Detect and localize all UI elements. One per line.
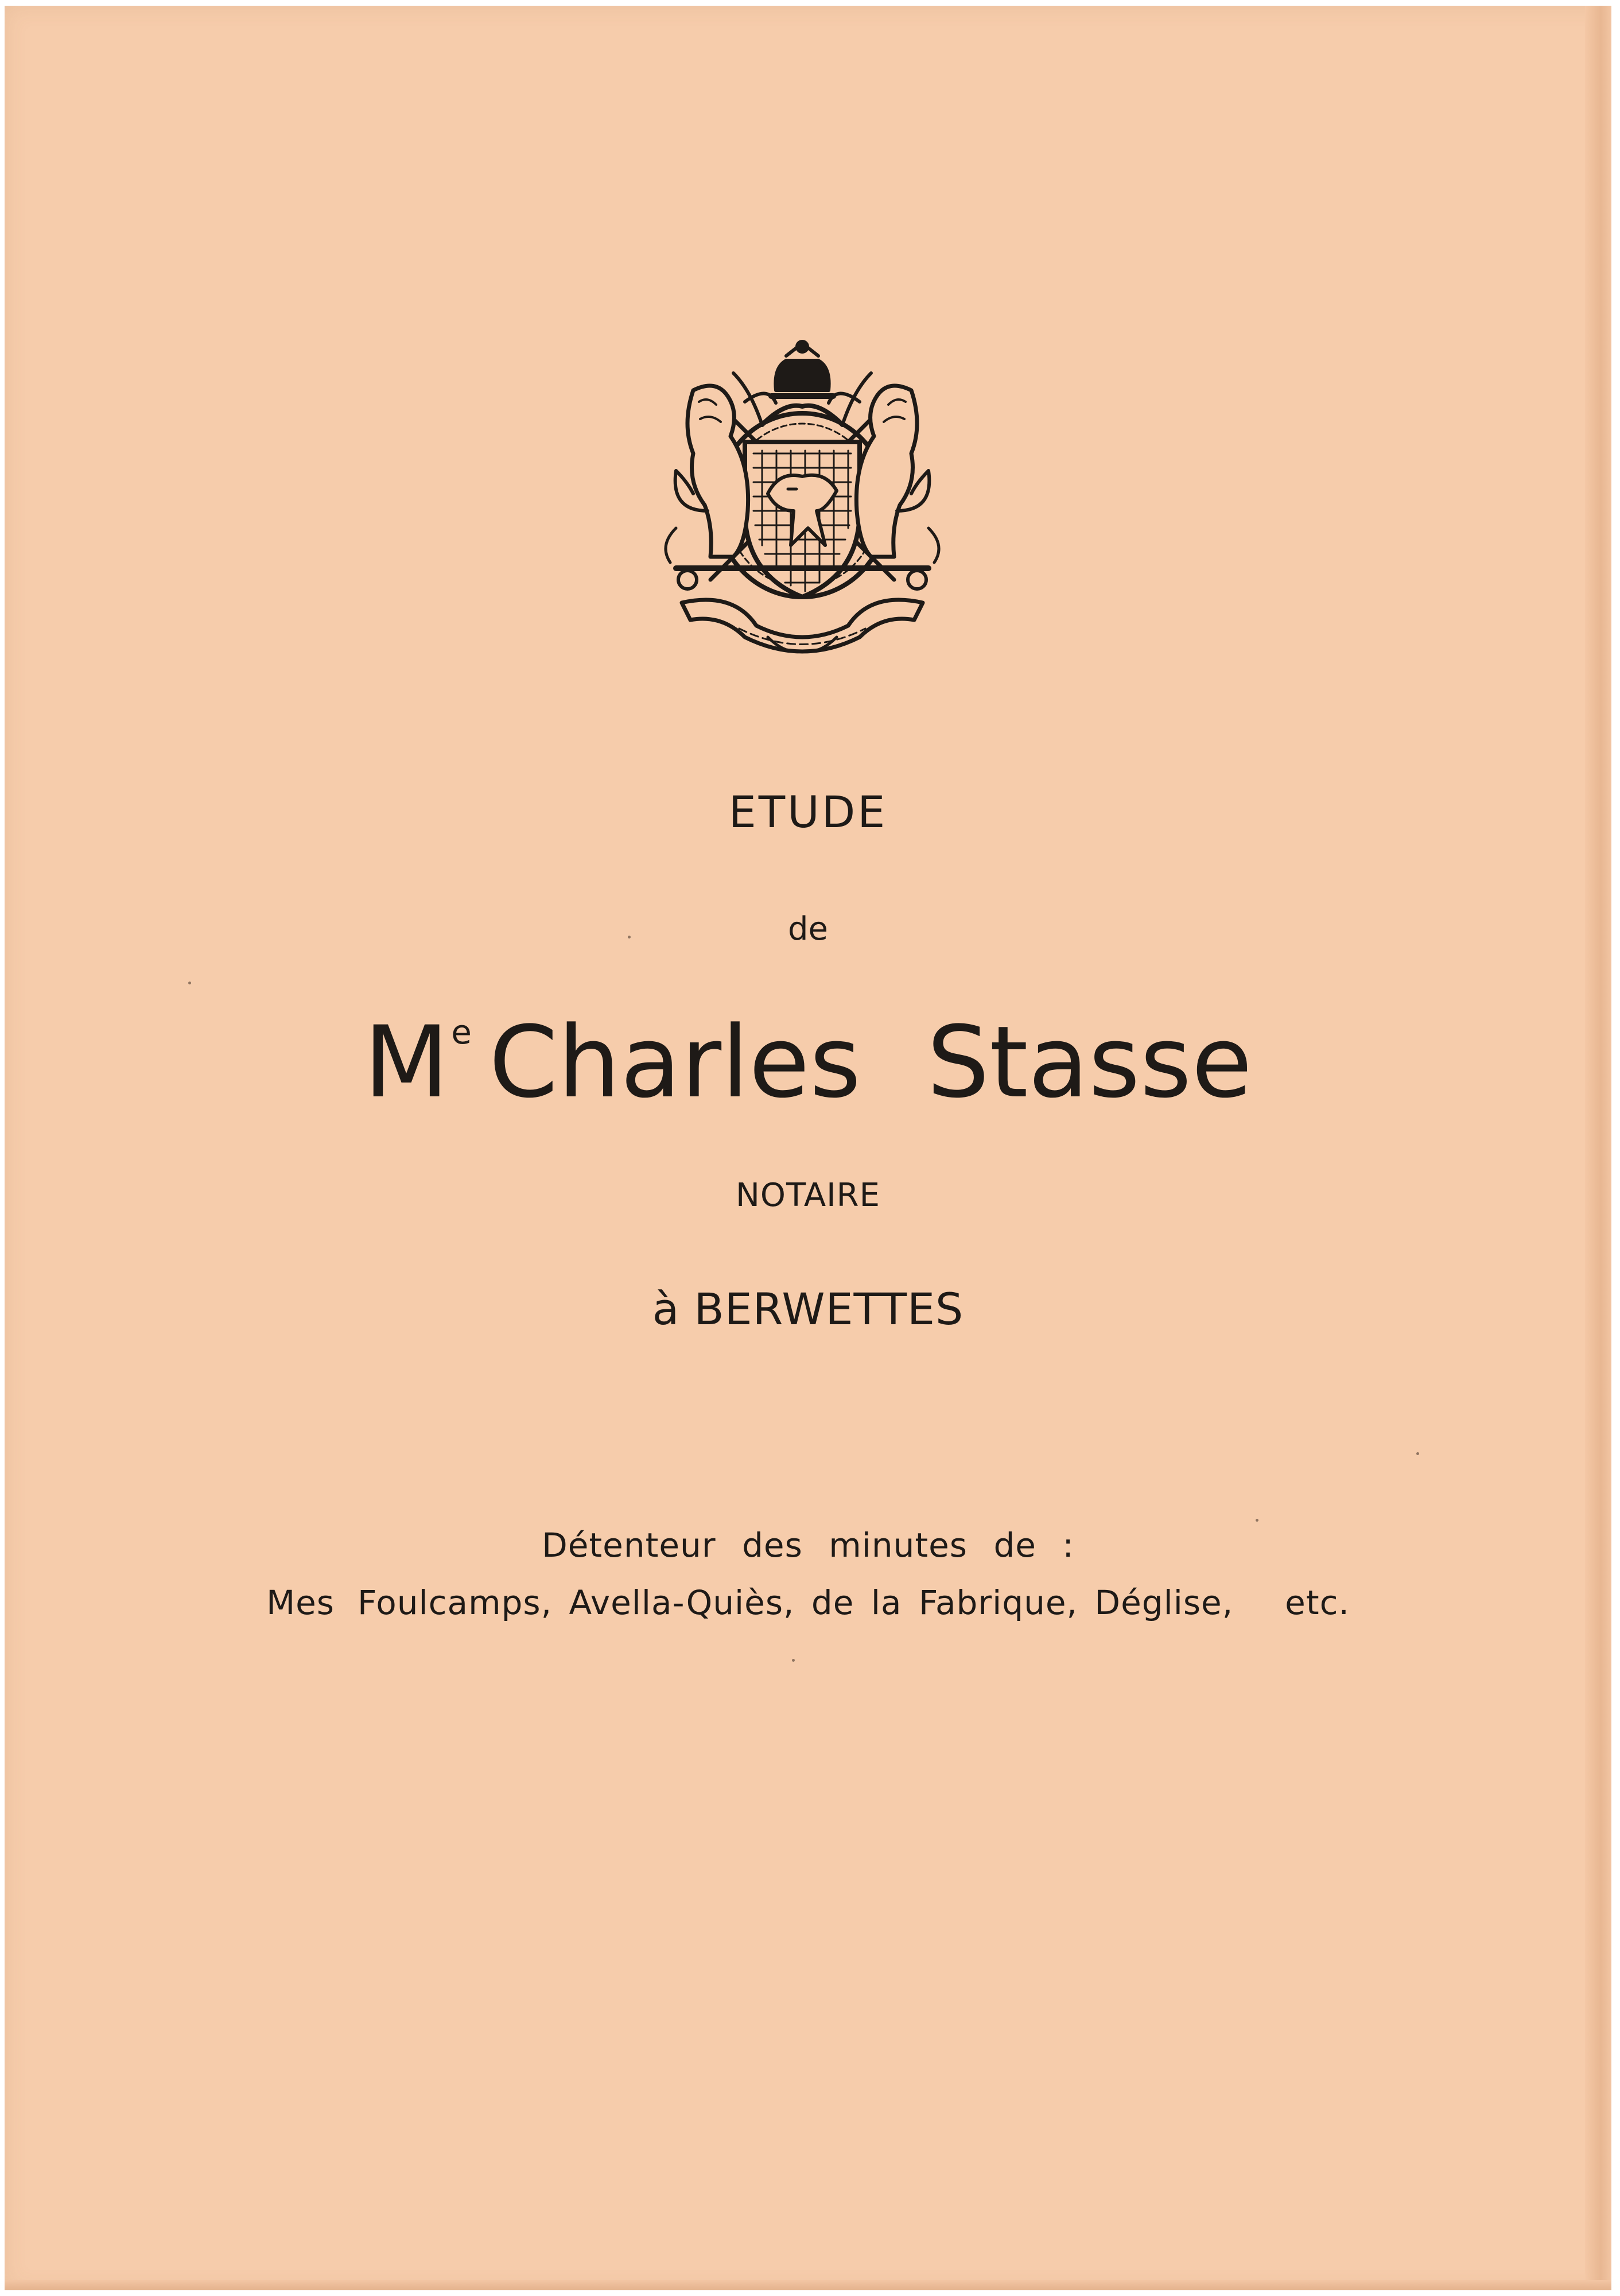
notary-title: M xyxy=(363,1004,449,1120)
notary-name-line xyxy=(5,1004,1611,1120)
paper-speck xyxy=(1416,1452,1419,1455)
predecessors: Foulcamps, Avella-Quiès, de la Fabrique, Déglise, xyxy=(358,1583,1234,1622)
paper-edge-bottom xyxy=(5,2280,1611,2290)
predecessors-suffix: etc. xyxy=(1285,1583,1350,1622)
document-page xyxy=(5,6,1611,2290)
coat-of-arms-icon xyxy=(653,339,951,660)
notary-name: Charles Stasse xyxy=(488,1004,1253,1120)
notary-title-superscript: e xyxy=(451,1013,472,1052)
paper-speck xyxy=(792,1659,795,1662)
paper-speck xyxy=(1256,1519,1258,1522)
predecessors-prefix: Mes xyxy=(266,1583,335,1622)
holder-line: Détenteur des minutes de : xyxy=(542,1526,1074,1565)
profession: NOTAIRE xyxy=(736,1177,880,1214)
paper-edge-right xyxy=(1585,6,1611,2290)
heading: ETUDE xyxy=(728,786,888,837)
connector-text: de xyxy=(788,910,828,948)
paper-speck xyxy=(188,982,191,984)
location: à BERWETTES xyxy=(652,1283,964,1335)
predecessors-line xyxy=(5,1583,1611,1622)
